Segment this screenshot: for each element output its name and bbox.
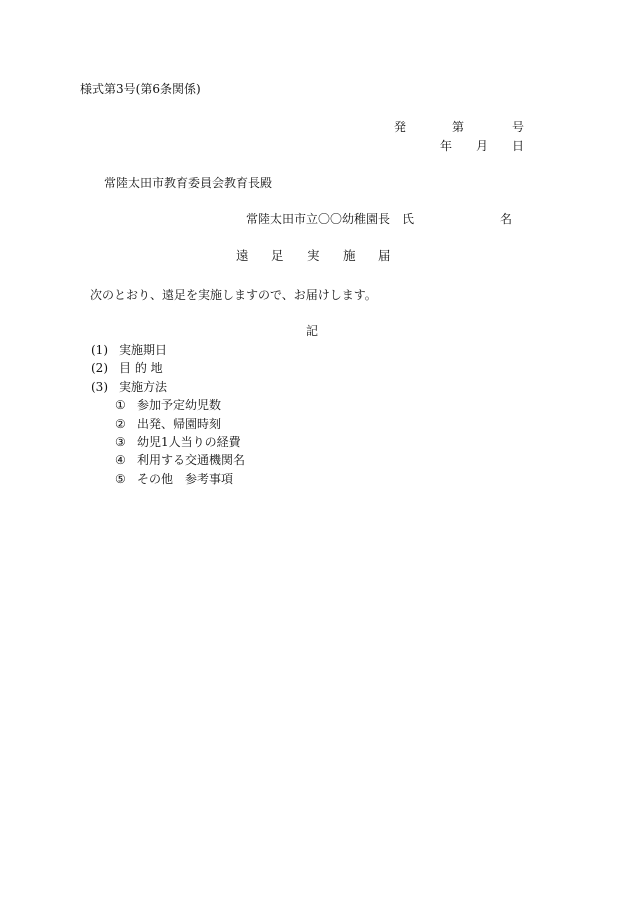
sub-list-item [115, 435, 241, 449]
date-year-label: 年 [440, 139, 453, 153]
sub-item-number: ④ [115, 453, 126, 467]
item-label: 目 的 地 [119, 361, 163, 375]
sender-org: 常陸太田市立〇〇幼稚園長 氏 [246, 212, 415, 226]
issue-hatsu-label: 発 [394, 120, 407, 134]
date-day-label: 日 [512, 139, 525, 153]
sub-item-label: 出発、帰園時刻 [137, 417, 222, 431]
title-char: 施 [343, 248, 356, 263]
item-number: (2) [91, 361, 108, 375]
ki-heading: 記 [306, 324, 319, 338]
list-item [91, 343, 167, 357]
sub-item-number: ⑤ [115, 472, 126, 486]
title-char: 届 [378, 248, 391, 263]
sub-item-number: ② [115, 417, 126, 431]
intro-text: 次のとおり、遠足を実施しますので、お届けします。 [90, 288, 377, 302]
sub-item-label: 幼児1人当りの経費 [137, 435, 241, 449]
issue-go-label: 号 [512, 120, 525, 134]
sub-list-item [115, 417, 221, 431]
date-month-label: 月 [476, 139, 489, 153]
sub-list-item [115, 398, 221, 412]
item-label: 実施方法 [119, 380, 168, 394]
sub-item-label: その他 参考事項 [137, 472, 234, 486]
sub-list-item [115, 472, 233, 486]
list-item [91, 361, 163, 375]
sub-item-number: ③ [115, 435, 126, 449]
sub-item-label: 利用する交通機関名 [137, 453, 246, 467]
item-number: (3) [91, 380, 108, 394]
form-number: 様式第3号(第6条関係) [80, 82, 201, 96]
list-item [91, 380, 167, 394]
sender-line [246, 212, 513, 226]
addressee: 常陸太田市教育委員会教育長殿 [104, 176, 273, 190]
item-label: 実施期日 [119, 343, 168, 357]
title-char: 足 [271, 248, 284, 263]
sender-name-label: 名 [500, 212, 513, 226]
title-char: 遠 [236, 248, 249, 263]
sub-list-item [115, 453, 245, 467]
sub-item-number: ① [115, 398, 126, 412]
item-number: (1) [91, 343, 108, 357]
sub-item-label: 参加予定幼児数 [137, 398, 222, 412]
title-char: 実 [307, 248, 320, 263]
issue-dai-label: 第 [452, 120, 465, 134]
